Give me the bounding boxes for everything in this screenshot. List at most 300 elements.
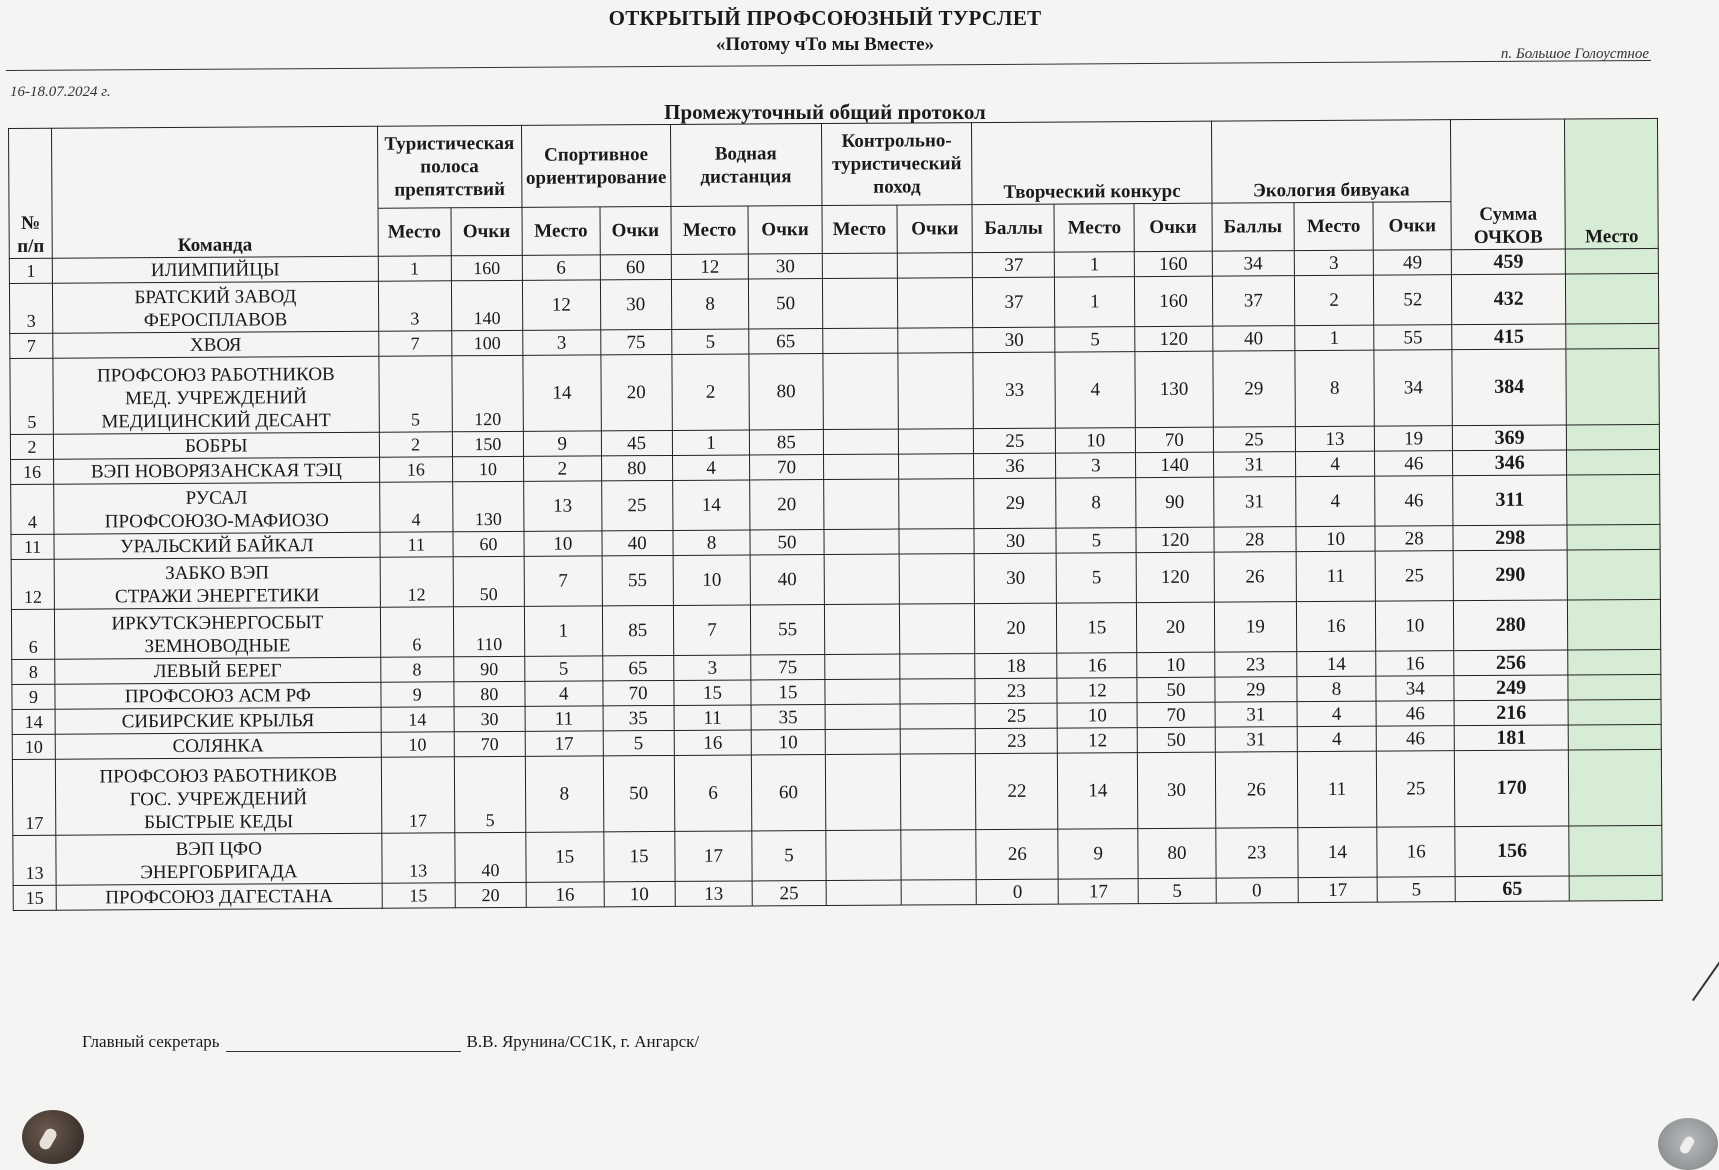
orienteering-points: 10 xyxy=(604,881,675,906)
ecology-score: 37 xyxy=(1212,276,1294,326)
ecology-score: 28 xyxy=(1214,527,1296,552)
ecology-points: 46 xyxy=(1375,451,1453,476)
ecology-score: 23 xyxy=(1214,652,1296,677)
creative-points: 160 xyxy=(1134,251,1212,276)
subheader-points: Очки xyxy=(451,207,522,255)
header-final-place: Место xyxy=(1565,118,1659,249)
water-points: 50 xyxy=(750,530,823,555)
water-points: 50 xyxy=(749,279,823,329)
creative-points: 30 xyxy=(1137,752,1215,828)
creative-points: 120 xyxy=(1135,326,1213,351)
row-number: 4 xyxy=(11,484,54,534)
orienteering-points: 50 xyxy=(603,755,675,831)
ecology-score: 25 xyxy=(1213,427,1295,452)
header-team: Команда xyxy=(52,126,378,258)
team-name-line: ПРОФСОЮЗ РАБОТНИКОВ xyxy=(99,765,338,788)
orienteering-points: 75 xyxy=(600,329,671,354)
total-points: 369 xyxy=(1452,425,1566,451)
hike-points xyxy=(900,654,976,679)
hike-place xyxy=(825,704,901,729)
ecology-place: 8 xyxy=(1295,350,1375,426)
ecology-score: 40 xyxy=(1212,326,1294,351)
water-points: 10 xyxy=(752,730,825,755)
water-points: 15 xyxy=(751,680,824,705)
total-points: 432 xyxy=(1451,274,1566,325)
orienteering-points: 15 xyxy=(603,831,674,881)
orienteering-points: 60 xyxy=(600,254,671,279)
creative-place: 14 xyxy=(1058,753,1138,829)
water-place: 13 xyxy=(675,881,753,906)
final-place xyxy=(1568,699,1661,725)
team-name xyxy=(53,331,379,358)
creative-points: 80 xyxy=(1138,828,1216,878)
header-divider xyxy=(6,60,1651,71)
team-name xyxy=(55,757,381,835)
row-number: 15 xyxy=(13,885,56,910)
team-name-line: УРАЛЬСКИЙ БАЙКАЛ xyxy=(120,535,314,558)
total-points: 290 xyxy=(1453,550,1568,601)
creative-score: 30 xyxy=(974,528,1056,553)
event-title: ОТКРЫТЫЙ ПРОФСОЮЗНЫЙ ТУРСЛЕТ xyxy=(608,6,1042,30)
total-points: 311 xyxy=(1453,475,1568,526)
hike-place xyxy=(824,604,900,654)
row-number: 8 xyxy=(12,659,55,684)
orienteering-place: 8 xyxy=(525,756,603,832)
water-points: 40 xyxy=(750,555,824,605)
orienteering-place: 5 xyxy=(525,656,603,681)
header-obstacle-course: Туристическая полоса препятствий xyxy=(377,125,522,208)
total-points: 415 xyxy=(1452,324,1566,350)
hike-place xyxy=(824,554,900,604)
water-place: 12 xyxy=(671,254,749,279)
obstacle-points: 150 xyxy=(452,431,523,456)
creative-points: 140 xyxy=(1136,452,1214,477)
final-place xyxy=(1567,424,1660,450)
creative-score: 37 xyxy=(973,252,1055,277)
final-place xyxy=(1567,549,1660,600)
ecology-place: 8 xyxy=(1297,676,1377,701)
creative-score: 26 xyxy=(976,829,1058,879)
ecology-points: 25 xyxy=(1377,751,1455,827)
creative-points: 70 xyxy=(1137,702,1215,727)
creative-score: 22 xyxy=(976,753,1058,829)
creative-place: 3 xyxy=(1056,453,1136,478)
secretary-name: В.В. Ярунина/СС1К, г. Ангарск/ xyxy=(466,1032,700,1051)
team-name-line: БРАТСКИЙ ЗАВОД xyxy=(134,286,297,309)
final-place xyxy=(1567,474,1660,525)
team-name xyxy=(52,256,378,283)
ecology-points: 28 xyxy=(1375,526,1453,551)
ecology-points: 46 xyxy=(1375,476,1453,526)
ecology-place: 4 xyxy=(1295,451,1375,476)
team-name xyxy=(55,707,381,734)
row-number: 3 xyxy=(9,283,52,333)
orienteering-place: 13 xyxy=(524,481,602,531)
subheader-place: Место xyxy=(671,206,749,254)
hike-points xyxy=(898,429,974,454)
ecology-points: 49 xyxy=(1374,250,1452,275)
obstacle-place: 2 xyxy=(379,432,452,457)
creative-score: 30 xyxy=(973,327,1055,352)
creative-place: 1 xyxy=(1055,252,1135,277)
obstacle-place: 13 xyxy=(381,833,455,883)
row-number: 11 xyxy=(11,534,54,559)
subheader-place: Место xyxy=(1054,204,1134,252)
total-points: 170 xyxy=(1454,750,1569,827)
hike-points xyxy=(898,328,974,353)
row-number: 13 xyxy=(13,835,56,885)
obstacle-place: 8 xyxy=(380,657,453,682)
ecology-place: 2 xyxy=(1294,275,1374,325)
water-points: 85 xyxy=(750,430,823,455)
subheader-place: Место xyxy=(522,207,600,255)
ecology-points: 46 xyxy=(1376,701,1454,726)
team-name-line: БОБРЫ xyxy=(184,435,248,457)
header-control-hike: Контрольно-туристический поход xyxy=(821,123,972,206)
ecology-place: 16 xyxy=(1296,601,1376,651)
creative-score: 33 xyxy=(973,352,1055,428)
creative-place: 17 xyxy=(1058,879,1138,904)
creative-place: 15 xyxy=(1057,603,1137,653)
water-points: 80 xyxy=(749,354,823,430)
creative-points: 120 xyxy=(1136,527,1214,552)
creative-place: 1 xyxy=(1055,277,1135,327)
subheader-score: Баллы xyxy=(1212,203,1294,251)
row-number: 1 xyxy=(9,258,52,283)
obstacle-place: 16 xyxy=(379,457,452,482)
orienteering-place: 16 xyxy=(526,882,604,907)
team-name-line: СИБИРСКИЕ КРЫЛЬЯ xyxy=(121,710,315,733)
orienteering-points: 30 xyxy=(600,279,671,329)
water-points: 70 xyxy=(750,455,823,480)
water-place: 3 xyxy=(673,655,751,680)
secretary-label: Главный секретарь xyxy=(82,1032,220,1051)
final-place xyxy=(1569,875,1662,901)
ecology-score: 29 xyxy=(1213,351,1295,427)
final-place xyxy=(1566,273,1659,324)
team-name-line: ГОС. УЧРЕЖДЕНИЙ xyxy=(129,788,308,811)
ecology-points: 16 xyxy=(1377,827,1455,877)
hike-points xyxy=(901,830,977,880)
row-number: 17 xyxy=(12,759,56,835)
total-points: 346 xyxy=(1453,450,1567,476)
ecology-place: 3 xyxy=(1294,250,1374,275)
team-name-line: БЫСТРЫЕ КЕДЫ xyxy=(143,811,294,834)
ecology-points: 16 xyxy=(1376,651,1454,676)
creative-score: 37 xyxy=(973,277,1055,327)
orienteering-points: 35 xyxy=(603,705,674,730)
creative-place: 9 xyxy=(1058,829,1138,879)
obstacle-points: 50 xyxy=(453,556,524,606)
creative-score: 23 xyxy=(975,678,1057,703)
water-place: 10 xyxy=(673,555,751,605)
hike-place xyxy=(823,454,899,479)
team-name-line: МЕД. УЧРЕЖДЕНИЙ xyxy=(125,387,307,410)
total-points: 298 xyxy=(1453,525,1567,551)
header-sum: Сумма ОЧКОВ xyxy=(1450,119,1565,250)
creative-place: 10 xyxy=(1056,428,1136,453)
ecology-place: 10 xyxy=(1296,526,1376,551)
hike-points xyxy=(899,479,975,529)
total-points: 256 xyxy=(1454,650,1568,676)
creative-place: 5 xyxy=(1055,327,1135,352)
obstacle-place: 7 xyxy=(378,331,451,356)
hike-points xyxy=(900,754,976,830)
row-number: 10 xyxy=(12,734,55,759)
subheader-score: Баллы xyxy=(972,204,1054,252)
ecology-place: 14 xyxy=(1296,651,1376,676)
total-points: 384 xyxy=(1452,349,1567,426)
team-name-line: ПРОФСОЮЗ РАБОТНИКОВ xyxy=(96,364,335,387)
team-name xyxy=(56,833,382,885)
obstacle-place: 11 xyxy=(380,532,453,557)
results-table xyxy=(8,118,1663,911)
ecology-score: 31 xyxy=(1215,727,1297,752)
water-points: 30 xyxy=(749,254,822,279)
creative-points: 50 xyxy=(1137,727,1215,752)
table-row xyxy=(12,749,1661,835)
obstacle-points: 40 xyxy=(455,832,526,882)
ecology-score: 34 xyxy=(1212,251,1294,276)
hike-points xyxy=(899,554,975,604)
total-points: 459 xyxy=(1451,249,1565,275)
orienteering-points: 70 xyxy=(602,680,673,705)
row-number: 7 xyxy=(10,333,53,358)
signature-line xyxy=(226,1051,461,1052)
orienteering-place: 3 xyxy=(523,330,601,355)
signature-block xyxy=(82,1032,699,1052)
subheader-place: Место xyxy=(822,205,898,253)
team-name-line: ПРОФСОЮЗО-МАФИОЗО xyxy=(104,510,329,533)
team-name xyxy=(54,532,380,559)
total-points: 181 xyxy=(1454,725,1568,751)
ecology-points: 46 xyxy=(1377,726,1455,751)
orienteering-place: 2 xyxy=(523,456,601,481)
total-points: 249 xyxy=(1454,675,1568,701)
hike-points xyxy=(900,679,976,704)
orienteering-place: 17 xyxy=(525,731,603,756)
pushpin-icon xyxy=(22,1110,84,1164)
water-place: 4 xyxy=(672,455,750,480)
hike-points xyxy=(900,704,976,729)
header-bivouac-ecology: Экология бивуака xyxy=(1211,120,1451,203)
creative-score: 36 xyxy=(974,453,1056,478)
water-place: 11 xyxy=(674,705,752,730)
pen-mark xyxy=(1692,951,1719,1001)
ecology-place: 4 xyxy=(1297,726,1377,751)
creative-place: 5 xyxy=(1057,553,1137,603)
ecology-points: 34 xyxy=(1376,676,1454,701)
ecology-score: 31 xyxy=(1213,477,1295,527)
orienteering-place: 1 xyxy=(524,606,602,656)
creative-score: 20 xyxy=(975,603,1057,653)
ecology-score: 26 xyxy=(1215,752,1297,828)
obstacle-place: 9 xyxy=(380,682,453,707)
team-name xyxy=(55,682,381,709)
team-name xyxy=(54,482,380,534)
ecology-score: 23 xyxy=(1216,828,1298,878)
obstacle-place: 17 xyxy=(381,757,455,833)
team-name-line: РУСАЛ xyxy=(185,487,248,509)
water-points: 60 xyxy=(752,755,826,831)
team-name xyxy=(54,557,380,609)
obstacle-place: 1 xyxy=(378,256,451,281)
final-place xyxy=(1568,599,1661,650)
water-place: 1 xyxy=(672,430,750,455)
team-name-line: ФЕРОСПЛАВОВ xyxy=(143,309,288,332)
header-creative-contest: Творческий конкурс xyxy=(972,121,1212,204)
creative-place: 8 xyxy=(1056,478,1136,528)
hike-place xyxy=(825,754,901,830)
ecology-place: 14 xyxy=(1297,827,1377,877)
subheader-points: Очки xyxy=(600,206,671,254)
hike-place xyxy=(822,278,898,328)
hike-points xyxy=(901,880,977,905)
orienteering-points: 20 xyxy=(600,354,672,430)
hike-place xyxy=(824,654,900,679)
final-place xyxy=(1569,825,1662,876)
team-name xyxy=(55,657,381,684)
team-name-line: ВЭП ЦФО xyxy=(175,838,262,860)
obstacle-points: 80 xyxy=(454,681,525,706)
creative-score: 18 xyxy=(975,653,1057,678)
water-place: 16 xyxy=(674,730,752,755)
ecology-score: 31 xyxy=(1213,452,1295,477)
final-place xyxy=(1566,323,1659,349)
orienteering-place: 14 xyxy=(523,355,601,431)
creative-score: 0 xyxy=(977,879,1059,904)
event-date: 16-18.07.2024 г. xyxy=(10,84,111,100)
team-name-line: ПРОФСОЮЗ ДАГЕСТАНА xyxy=(105,886,333,909)
subheader-points: Очки xyxy=(748,206,822,254)
total-points: 216 xyxy=(1454,700,1568,726)
ecology-place: 11 xyxy=(1296,551,1376,601)
subheader-place: Место xyxy=(378,208,452,256)
header-num: № п/п xyxy=(9,128,53,258)
team-name-line: СОЛЯНКА xyxy=(172,735,264,758)
obstacle-points: 20 xyxy=(455,882,526,907)
team-name xyxy=(55,732,381,759)
hike-points xyxy=(899,604,975,654)
ecology-place: 17 xyxy=(1298,877,1378,902)
ecology-points: 34 xyxy=(1374,350,1452,426)
creative-points: 10 xyxy=(1137,652,1215,677)
subheader-points: Очки xyxy=(897,205,973,253)
final-place xyxy=(1568,674,1661,700)
team-name xyxy=(53,432,379,459)
obstacle-place: 4 xyxy=(379,482,453,532)
creative-score: 25 xyxy=(974,428,1056,453)
water-points: 65 xyxy=(749,329,822,354)
hike-points xyxy=(898,353,974,429)
final-place xyxy=(1567,524,1660,550)
row-number: 5 xyxy=(10,358,54,434)
water-points: 75 xyxy=(751,655,824,680)
total-points: 65 xyxy=(1455,876,1569,902)
team-name-line: МЕДИЦИНСКИЙ ДЕСАНТ xyxy=(101,410,331,433)
water-points: 25 xyxy=(752,881,825,906)
creative-points: 5 xyxy=(1138,878,1216,903)
orienteering-points: 5 xyxy=(603,730,674,755)
hike-place xyxy=(826,880,902,905)
results-table-wrapper xyxy=(8,118,1663,911)
final-place xyxy=(1568,724,1661,750)
creative-place: 5 xyxy=(1056,528,1136,553)
obstacle-points: 130 xyxy=(453,481,524,531)
orienteering-points: 45 xyxy=(601,430,672,455)
team-name-line: ЛЕВЫЙ БЕРЕГ xyxy=(153,660,282,683)
event-location: п. Большое Голоустное xyxy=(1500,46,1649,62)
final-place xyxy=(1569,749,1662,826)
orienteering-place: 11 xyxy=(525,706,603,731)
row-number: 16 xyxy=(11,459,54,484)
final-place xyxy=(1568,649,1661,675)
ecology-place: 11 xyxy=(1297,751,1377,827)
water-place: 15 xyxy=(674,680,752,705)
hike-place xyxy=(824,679,900,704)
subheader-points: Очки xyxy=(1373,202,1451,250)
obstacle-place: 12 xyxy=(380,557,454,607)
team-name xyxy=(53,356,379,434)
obstacle-points: 10 xyxy=(452,456,523,481)
orienteering-points: 85 xyxy=(602,605,673,655)
orienteering-place: 12 xyxy=(522,280,600,330)
creative-points: 120 xyxy=(1136,552,1214,602)
team-name xyxy=(56,883,382,910)
creative-place: 12 xyxy=(1058,728,1138,753)
creative-points: 20 xyxy=(1137,602,1215,652)
creative-place: 16 xyxy=(1057,653,1137,678)
hike-place xyxy=(823,479,899,529)
obstacle-place: 14 xyxy=(381,707,454,732)
obstacle-points: 30 xyxy=(454,706,525,731)
row-number: 9 xyxy=(12,684,55,709)
obstacle-points: 60 xyxy=(453,531,524,556)
total-points: 280 xyxy=(1453,600,1568,651)
final-place xyxy=(1566,248,1659,274)
obstacle-place: 5 xyxy=(378,356,452,432)
hike-points xyxy=(897,278,973,328)
orienteering-place: 15 xyxy=(526,832,604,882)
obstacle-points: 5 xyxy=(454,756,526,832)
event-subtitle: «Потому чТо мы Вместе» xyxy=(715,34,935,55)
row-number: 6 xyxy=(11,609,54,659)
table-row xyxy=(10,348,1659,434)
creative-points: 160 xyxy=(1135,276,1213,326)
row-number: 12 xyxy=(11,559,54,609)
team-name-line: ЭНЕРГОБРИГАДА xyxy=(140,861,298,884)
creative-score: 29 xyxy=(974,478,1056,528)
creative-place: 10 xyxy=(1057,703,1137,728)
orienteering-points: 80 xyxy=(601,455,672,480)
ecology-place: 1 xyxy=(1294,325,1374,350)
team-name-line: ХВОЯ xyxy=(189,334,242,356)
creative-place: 4 xyxy=(1055,352,1135,428)
orienteering-place: 4 xyxy=(525,681,603,706)
team-name xyxy=(53,281,379,333)
orienteering-place: 6 xyxy=(522,255,600,280)
orienteering-points: 40 xyxy=(602,530,673,555)
ecology-score: 0 xyxy=(1216,878,1298,903)
team-name-line: ПРОФСОЮЗ АСМ РФ xyxy=(124,685,311,708)
orienteering-points: 65 xyxy=(602,655,673,680)
hike-place xyxy=(823,429,899,454)
header-orienteering: Спортивное ориентирование xyxy=(521,124,670,207)
row-number: 14 xyxy=(12,709,55,734)
creative-points: 70 xyxy=(1135,427,1213,452)
final-place xyxy=(1566,348,1659,425)
creative-points: 90 xyxy=(1136,477,1214,527)
